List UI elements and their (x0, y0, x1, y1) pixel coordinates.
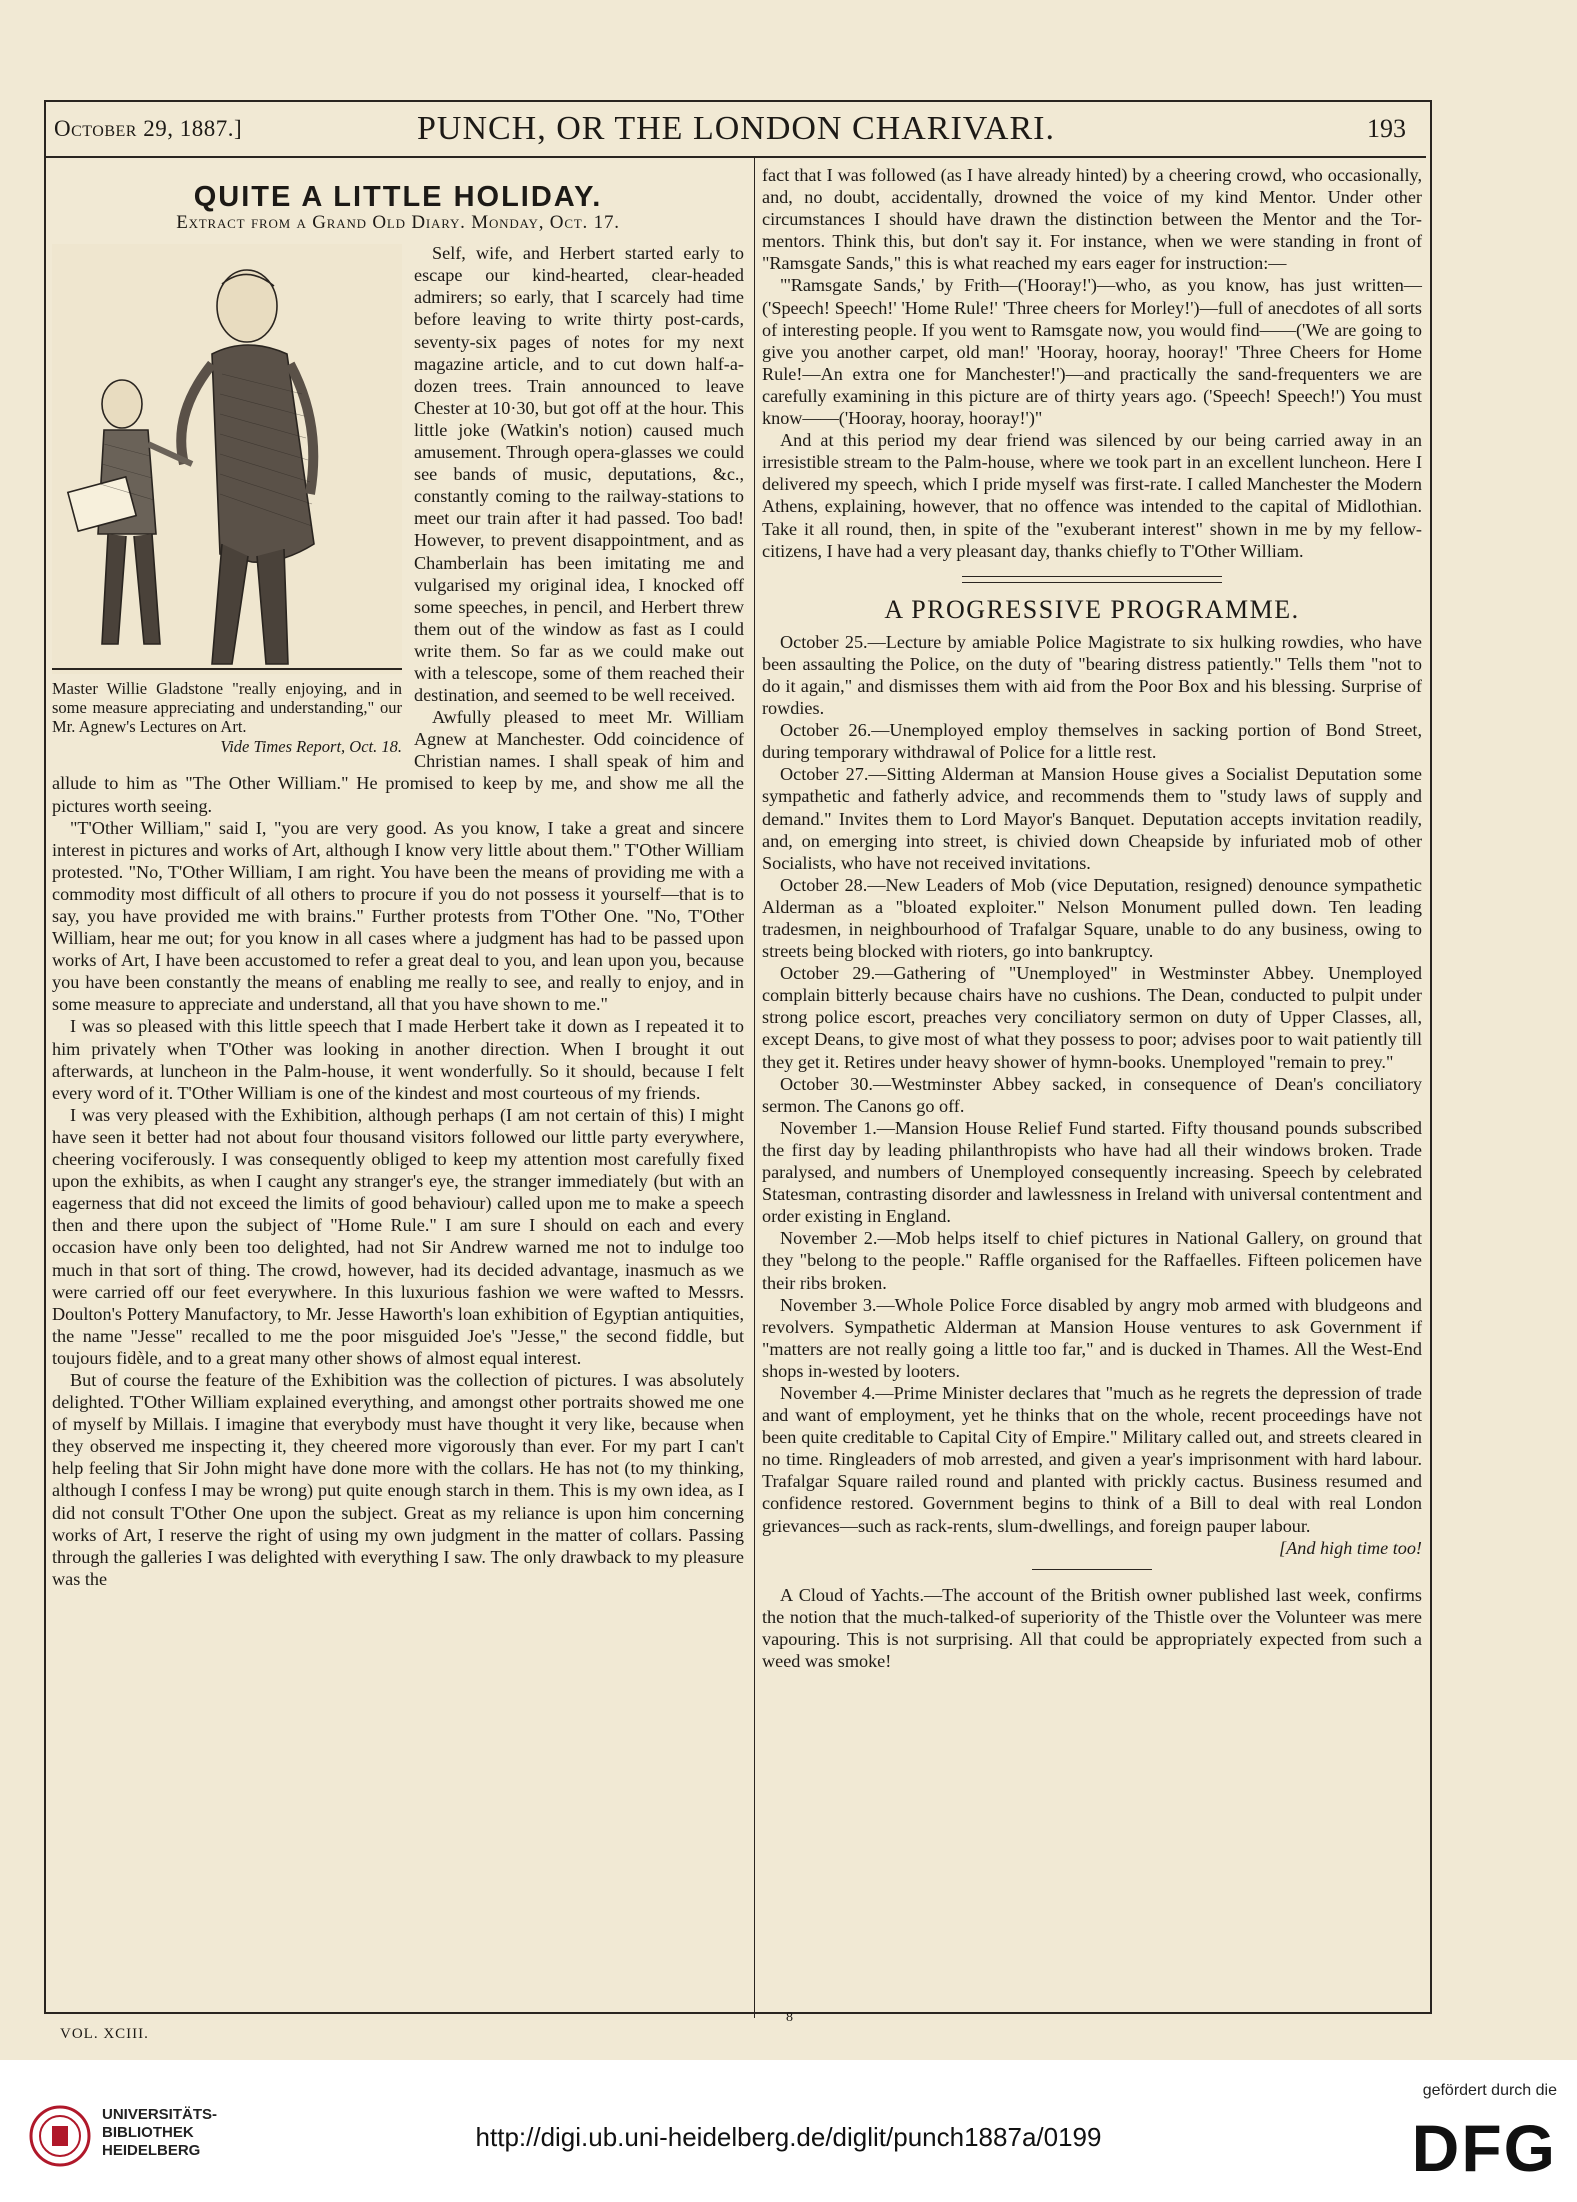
short-rule (1032, 1569, 1152, 1570)
diary-entry: November 3.—Whole Police Force disabled by angry mob armed with bludgeons and revolvers. Sympathetic Alderman at Mansion House ventures to ask Government if "matters are not really going a little too far," and is ducked in Thames. All the West-End shops in-wested by looters. (762, 1294, 1422, 1381)
diary-entry: November 1.—Mansion House Relief Fund started. Fifty thousand pounds subscribed the first day by leading philanthropists who have had all their windows broken. Trade paralysed, and numbers of Unemployed consequently increasing. Speech by celebrated Statesman, contrasting disorder and lawlessness in Ireland with universal contentment and order existing in England. (762, 1117, 1422, 1227)
dfg-logo: DFG (1411, 2111, 1557, 2185)
illustration-block (52, 244, 402, 758)
section-rule (962, 576, 1222, 583)
column-divider (754, 158, 755, 2018)
page-number: 193 (1367, 114, 1406, 143)
sponsor-label: gefördert durch die (1422, 2082, 1557, 2099)
library-banner (0, 2060, 1577, 2202)
diary-entry: November 2.—Mob helps itself to chief pictures in National Gallery, on ground that they "belong to the people." Raffle organised for the Raffaelles. Fifteen policemen have their ribs broken. (762, 1228, 1422, 1293)
paragraph: I was very pleased with the Exhibition, although perhaps (I am not certain of this) I might have seen it better had not about four thousand visitors followed our little party everywhere, cheering vociferously. I was consequently obliged to keep my attention most carefully fixed upon the exhibits, as when I caught any stranger's eye, the stranger immediately (but with an eagerness that did not exceed the limits of good behaviour) called upon me to make a speech then and there upon the subject of "Home Rule." I am sure I should on each and every occasion have only been too delighted, had not Sir Andrew warned me not to indulge too much in that sort of thing. The crowd, however, had its decided advantage, inasmuch as we were carried off our feet everywhere. In this luxurious fashion we were wafted to Messrs. Doulton's Pottery Manufactory, to Mr. Jesse Haworth's loan exhibition of Egyptian antiquities, the name "Jesse" recalled to me the poor misguided Joe's "Jesse," the second fiddle, but toujours fidèle, and to a great many other shows of almost equal interest. (52, 1104, 744, 1368)
diary-entry: October 27.—Sitting Alderman at Mansion House gives a Socialist Deputation some sympathetic and fatherly advice, and recommends them to "study laws of supply and demand." Invites them to Lord Mayor's Banquet. Deputation accepts invitation readily, and, on emerging into street, is chivied down Cheapside by infuriated mob of other Socialists, who have not received invitations. (762, 764, 1422, 873)
volume-label: VOL. XCIII. (60, 2026, 149, 2042)
diary-entry: November 4.—Prime Minister declares that "much as he regrets the depression of trade and want of employment, yet he thinks that on the whole, recent proceedings have not been quite creditable to Capital City of Empire." Military called out, and streets cleared in no time. Ringleaders of mob arrested, and given a year's imprisonment with hard labour. Trafalgar Square railed round and planted with prickly cactus. Business resumed and confidence restored. Government begins to think of a Bill to deal with real London grievances—such as rack-rents, slum-dwellings, and foreign pauper labour. (762, 1382, 1422, 1536)
diary-entry: October 26.—Unemployed employ themselves in sacking portion of Bond Street, during temporary withdrawal of Police for a little rest. (762, 720, 1422, 763)
diary-entry: October 29.—Gathering of "Unemployed" in Westminster Abbey. Unemployed complain bitterly because chairs have no cushions. The Dean, conducted to pulpit under strong police escort, preaches very conciliatory sermon on duty of Upper Classes, all, except Deans, to give most of what they possess to poor; advises poor to wait patiently till they get it. Retires under heavy shower of hymn-books. Unemployed "remain to prey." (762, 963, 1422, 1072)
right-column (762, 164, 1422, 1672)
caption-reference: Vide Times Report, Oct. 18. (220, 737, 402, 757)
diary-entry: October 30.—Westminster Abbey sacked, in consequence of Dean's conciliatory sermon. The Canons go off. (762, 1073, 1422, 1116)
article-title: QUITE A LITTLE HOLIDAY. (193, 181, 603, 213)
paragraph: "T'Other William," said I, "you are very good. As you know, I take a great and sincere interest in pictures and works of Art, although I know very little about them." T'Other William protested. "No, T'Other William, I am right. You have been the means of providing me with a commodity most difficult of all others to procure if you do not possess it yourself—that is to say, you have provided me with brains." Further protests from T'Other One. "No, T'Other William, hear me out; for you know in all cases where a judgment has had to be passed upon works of Art, I have been accustomed to refer a great deal to you, and lean upon you, because you have been constantly the means of enabling me really to see, and really to enjoy, and in some measure to appreciate and understand, all that you have shown to me." (52, 817, 744, 1015)
page-header (46, 104, 1426, 158)
left-column (52, 164, 744, 1590)
library-name-line: UNIVERSITÄTS- (102, 2106, 218, 2123)
diary-entry: October 28.—New Leaders of Mob (vice Deputation, resigned) denounce sympathetic Alderman as a "bloated exploiter." Nelson Monument pulled down. Ten leading tradesmen, in neighbourhood of Trafalgar Square, unable to do any business, owing to streets being blocked with rioters, go into bankruptcy. (762, 874, 1422, 962)
library-name-line: BIBLIOTHEK (102, 2124, 194, 2141)
signature-mark: 8 (786, 2010, 793, 2025)
paragraph: I was so pleased with this little speech that I made Herbert take it down as I repeated it to him privately when T'Other was looking in another direction. When I brought it out afterwards, at luncheon in the Palm-house, it went wonderfully. So it should, because I felt every word of it. T'Other William is one of the kindest and most courteous of my friends. (52, 1016, 744, 1103)
masthead-title: PUNCH, OR THE LONDON CHARIVARI. (416, 110, 1055, 147)
diary-entry: October 25.—Lecture by amiable Police Magistrate to six hulking rowdies, who have been assaulting the Police, on the duty of "bearing distress patiently." Tells them "not to do it again," and dismisses them with aid from the Poor Box and his blessing. Surprise of rowdies. (762, 631, 1422, 719)
paragraph: But of course the feature of the Exhibition was the collection of pictures. I was absolutely delighted. T'Other William explained everything, and amongst other portraits showed me one of myself by Millais. I imagine that everybody must have thought it very like, because when they observed me inspecting it, they cheered more vigorously than ever. For my part I can't help feeling that Sir John might have done more with the collars. He has not (to my thinking, although I confess I may be wrong) put quite enough starch in them. This is my own idea, as I did not consult T'Other One upon the subject. Great as my reliance is upon him concerning works of Art, I reserve the right of using my own judgment in the matter of collars. Passing through the galleries I was delighted with everything I saw. The only drawback to my pleasure was the (52, 1369, 744, 1589)
paragraph: fact that I was followed (as I have already hinted) by a cheering crowd, who occasionally, and, no doubt, accidentally, drowned the voice of my kind Mentor. Under other circumstances I should have drawn the distinction between the Mentor and the Tor-mentors. Think this, but don't say it. For instance, when we were standing in front of "Ramsgate Sands," this is what reached my ears eager for instruction:— (762, 165, 1422, 274)
library-name-line: HEIDELBERG (102, 2142, 201, 2159)
source-url-link[interactable]: http://digi.ub.uni-heidelberg.de/diglit/punch1887a/0199 (475, 2122, 1102, 2152)
paragraph: "'Ramsgate Sands,' by Frith—('Hooray!')—who, as you know, has just written—('Speech! Speech!' 'Home Rule!' 'Three cheers for Morley!')—full of anecdotes of all sorts of interesting people. If you went to Ramsgate now, you would find——('We are going to give you another carpet, old man!' 'Hooray, hooray, hooray!' 'Three Cheers for Home Rule!—An extra one for Manchester!')—and practically the sand-frequenters we are carefully examining in this picture are of thirty years ago. ('Speech! Speech!') You must know——('Hooray, hooray, hooray!')" (762, 275, 1422, 429)
article-subtitle: Extract from a Grand Old Diary. Monday, Oct. 17. (176, 212, 620, 234)
paragraph: And at this period my dear friend was silenced by our being carried away in an irresistible stream to the Palm-house, where we took part in an excellent luncheon. Here I delivered my speech, which I pride myself was first-rate. I called Manchester the Modern Athens, explaining, however, that no offence was intended to the capital of Midlothian. Take it all round, then, in spite of the "exuberant interest" shown in me by my fellow-citizens, I have had a very pleasant day, thanks chiefly to T'Other William. (762, 430, 1422, 561)
signoff: [And high time too! (1279, 1537, 1422, 1558)
paragraph: Self, wife, and Herbert started early to escape our kind-hearted, clear-headed admirers; so early, that I scarcely had time before leaving to write thirty post-cards, seventy-six pages of notes for my next magazine article, and to cut down half-a-dozen trees. Train announced to leave Chester at 10·30, but got off at the hour. This little joke (Watkin's notion) caused much amusement. Through opera-glasses we could see bands of music, deputations, &c., constantly coming to the railway-stations to meet our train after it had passed. Too bad! However, to prevent disappointment, and as Chamberlain has been imitating me and vulgarised my original idea, I knocked off some speeches, in pencil, and Herbert threw them out of the window as fast as I could write them. So far as we could make out with a telescope, some of them reached their destination, and seemed to be well received. (414, 243, 744, 706)
cartoon-illustration (52, 244, 402, 674)
paragraph: Awfully pleased to meet Mr. William Agnew at Manchester. Odd coincidence of Christian names. I shall speak of him and allude to him as "The Other William." He promised to keep by me, and show me all the pictures worth seeing. (52, 707, 744, 816)
issue-date: October 29, 1887.] (54, 116, 243, 141)
paragraph: A Cloud of Yachts.—The account of the British owner published last week, confirms the notion that the much-talked-of superiority of the Thistle over the Volunteer was mere vapouring. This is not surprising. All that could be appropriately expected from such a weed was smoke! (762, 1584, 1422, 1671)
illustration-caption: Master Willie Gladstone "really enjoying, and in some measure appreciating and understanding," our Mr. Agnew's Lectures on Art. (52, 679, 402, 737)
article-title: A PROGRESSIVE PROGRAMME. (884, 594, 1300, 624)
